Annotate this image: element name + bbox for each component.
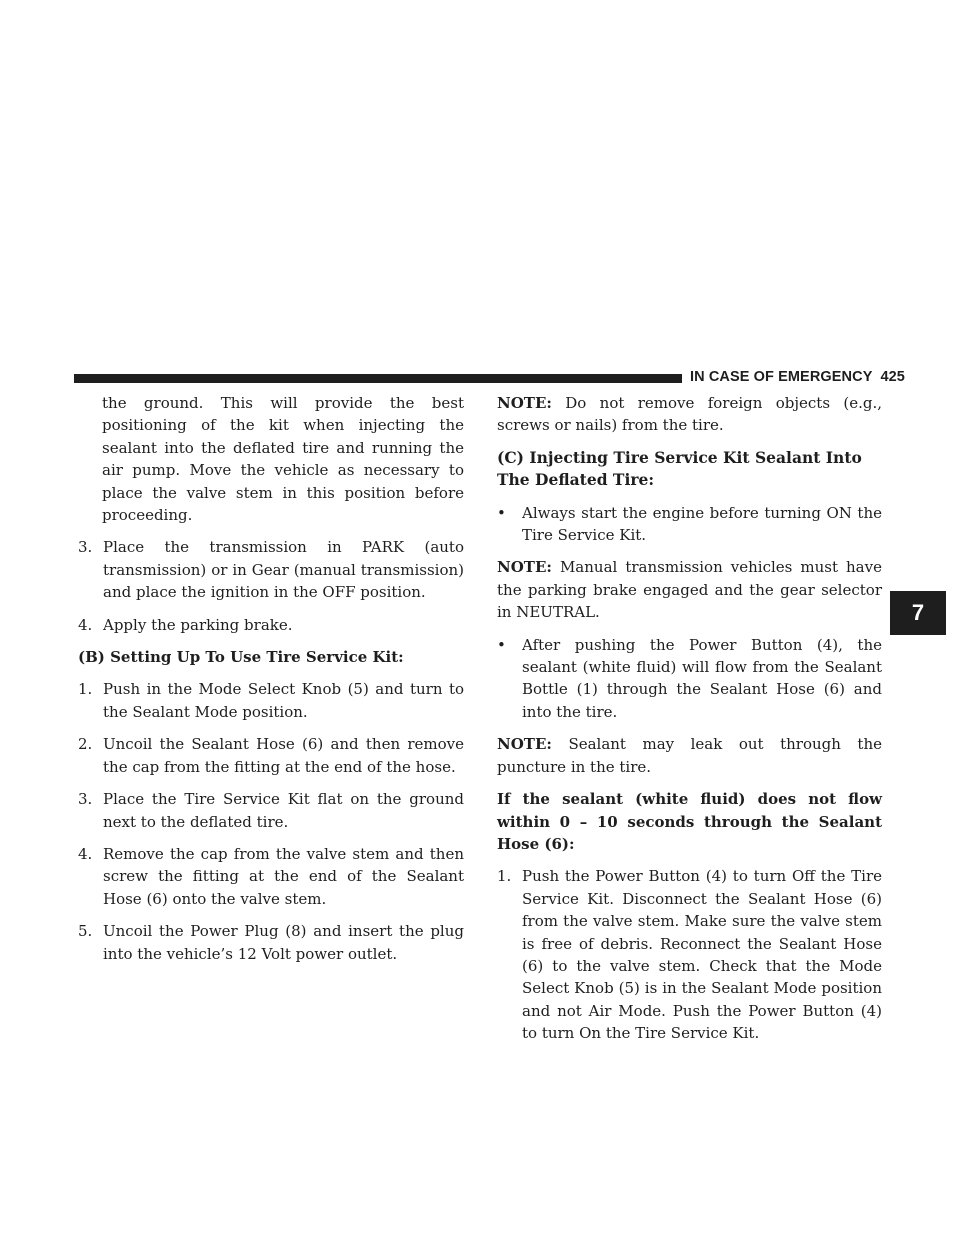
bullet-text: Always start the engine before turning ON the Tire Service Kit. <box>522 503 882 545</box>
list-number: 1. <box>78 680 93 699</box>
list-item <box>78 733 464 778</box>
note-paragraph <box>497 733 882 778</box>
section-heading-c: (C) Injecting Tire Service Kit Sealant Into The Deflated Tire: <box>497 447 862 490</box>
note-label: NOTE: <box>497 558 552 577</box>
list-text: Uncoil the Power Plug (8) and insert the plug into the vehicle’s 12 Volt power outlet. <box>103 922 464 963</box>
note-text: Sealant may leak out through the puncture in the tire. <box>497 735 882 776</box>
list-item <box>78 843 464 910</box>
bullet-text: After pushing the Power Button (4), the sealant (white fluid) will flow from the Sealant Bottle (1) through the Sealant Hose (6) and into the tire. <box>522 635 882 721</box>
note-text: Manual transmission vehicles must have the parking brake engaged and the gear selector in NEUTRAL. <box>497 558 882 622</box>
list-item <box>78 678 464 723</box>
list-text: Push the Power Button (4) to turn Off the Tire Service Kit. Disconnect the Sealant Hose (6) from the valve stem. Make sure the valve stem is free of debris. Reconnect the Sealant Hose (6) to the valve stem. Check that the Mode Select Knob (5) is in the Sealant Mode position and not Air Mode. Push the Power Button (4) to turn On the Tire Service Kit. <box>522 867 882 1043</box>
list-number: 4. <box>78 615 93 634</box>
right-column <box>497 392 882 1055</box>
bullet-icon: • <box>497 635 506 654</box>
list-number: 4. <box>78 844 93 863</box>
note-paragraph <box>497 392 882 437</box>
running-header <box>690 369 905 385</box>
chapter-tab: 7 <box>890 591 946 635</box>
bullet-icon: • <box>497 503 506 522</box>
list-text: Push in the Mode Select Knob (5) and turn to the Sealant Mode position. <box>103 680 464 721</box>
continuation-paragraph: the ground. This will provide the best positioning of the kit when injecting the sealant into the deflated tire and running the air pump. Move the vehicle as necessary to place the valve stem in this position before proceeding. <box>102 394 464 525</box>
list-number: 3. <box>78 790 93 809</box>
list-text: Place the transmission in PARK (auto transmission) or in Gear (manual transmission) and place the ignition in the OFF position. <box>103 538 464 602</box>
list-item <box>78 920 464 965</box>
list-number: 5. <box>78 922 93 941</box>
list-text: Remove the cap from the valve stem and then screw the fitting at the end of the Sealant Hose (6) onto the valve stem. <box>103 844 464 908</box>
page-number: 425 <box>880 369 905 385</box>
list-number: 1. <box>497 867 512 886</box>
note-label: NOTE: <box>497 394 552 412</box>
list-item <box>497 865 882 1044</box>
list-item <box>78 536 464 603</box>
note-label: NOTE: <box>497 735 552 754</box>
list-number: 3. <box>78 538 93 557</box>
note-paragraph <box>497 556 882 623</box>
list-text: Apply the parking brake. <box>103 615 293 634</box>
condition-heading: If the sealant (white fluid) does not flow within 0 – 10 seconds through the Sealant Hose (6): <box>497 790 882 853</box>
list-item <box>78 788 464 833</box>
left-column <box>78 392 464 975</box>
bullet-item <box>497 502 882 547</box>
header-rule <box>74 374 682 383</box>
list-number: 2. <box>78 735 93 754</box>
section-title: IN CASE OF EMERGENCY <box>690 369 873 385</box>
list-text: Uncoil the Sealant Hose (6) and then remove the cap from the fitting at the end of the hose. <box>103 735 464 776</box>
section-heading-b: (B) Setting Up To Use Tire Service Kit: <box>78 648 404 667</box>
list-text: Place the Tire Service Kit flat on the ground next to the deflated tire. <box>103 790 464 831</box>
list-item <box>78 614 464 636</box>
note-text: Do not remove foreign objects (e.g., screws or nails) from the tire. <box>497 394 882 435</box>
bullet-item <box>497 634 882 724</box>
